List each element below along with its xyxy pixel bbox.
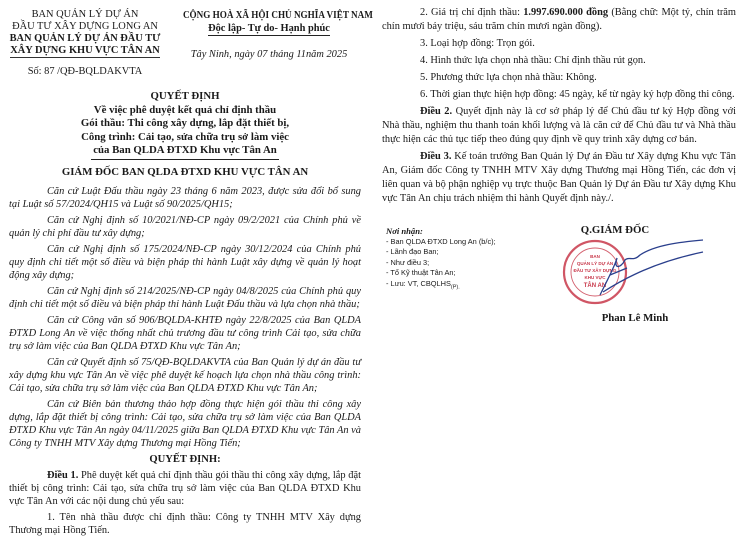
recipients [386, 226, 546, 292]
legal-basis: Căn cứ Nghị định số 10/2021/NĐ-CP ngày 09/2/2021 của Chính phủ về quản lý chi phí đầu tư xây dựng; [9, 215, 361, 239]
agency-line-4: XÂY DỰNG KHU VỰC TÂN AN [10, 45, 160, 56]
signer-name: Phan Lê Minh [601, 312, 669, 324]
article-3-label: Điều 3. [420, 151, 452, 162]
legal-basis: Căn cứ Công văn số 906/BQLDA-KHTĐ ngày 22/8/2025 của Ban QLDA ĐTXD Long An về việc thống nhất chủ trương đầu tư công trình Cải tạo, sửa chữa trụ sở làm việc của Ban QLDA ĐTXD Khu vực Tân An; [9, 315, 361, 352]
legal-basis: Căn cứ Quyết định số 75/QĐ-BQLDAKVTA của Ban Quản lý dự án đầu tư xây dựng khu vực Tân An về việc phê duyệt kế hoạch lựa chọn nhà thầu công trình: Cải tạo, sửa chữa trụ sở làm việc của Ban QLDA ĐTXD Khu vực Tân An; [9, 357, 361, 394]
page-right [370, 0, 739, 544]
agency-line-1: BAN QUẢN LÝ DỰ ÁN [31, 9, 139, 20]
recipient-item: - Lãnh đạo Ban; [386, 247, 439, 256]
document-number: Số: 87 /QĐ-BQLDAKVTA [27, 66, 143, 77]
article-1-item-5: 5. Phương thức lựa chọn nhà thầu: Không. [420, 72, 597, 83]
article-1-item-1: 1. Tên nhà thầu được chỉ định thầu: Công ty TNHH MTV Xây dựng Thương mại Hồng Tiến. [9, 512, 361, 536]
contract-value-words: (Bằng chữ: Một tỷ, chín trăm chín mươi bảy triệu, sáu trăm chín mươi ngàn đồng). [382, 7, 736, 32]
nation-title: CỘNG HOÀ XÃ HỘI CHỦ NGHĨA VIỆT NAM [182, 10, 373, 21]
article-2-label: Điều 2. [420, 106, 453, 117]
agency-line-3: BAN QUẢN LÝ DỰ ÁN ĐẦU TƯ [9, 33, 161, 44]
legal-basis: Căn cứ Luật Đấu thầu ngày 23 tháng 6 năm 2023, được sửa đổi bổ sung tại Luật số 57/2024/QH15 và Luật số 90/2025/QH15; [9, 186, 361, 210]
svg-text:QUẢN LÝ DỰ ÁN: QUẢN LÝ DỰ ÁN [576, 261, 614, 266]
legal-basis: Căn cứ Biên bản thương thảo hợp đồng thực hiện gói thầu thi công xây dựng, lắp đặt thiết bị công trình: Cải tạo, sửa chữa trụ sở làm việc của Ban QLDA ĐTXD Khu vực Tân An ngày 04/11/2025 giữa Ban QLDA ĐTXD Khu vực Tân An và Công ty TNHH MTV Xây dựng Thương mại Hồng Tiến; [9, 399, 361, 449]
subject-line-3: Công trình: Cải tạo, sửa chữa trụ sở làm việc [81, 130, 289, 143]
article-2-text: Quyết định này là cơ sở pháp lý để Chủ đầu tư ký Hợp đồng với Nhà thầu, nghiệm thu thanh toán khối lượng và là căn cứ để Chủ đầu tư và Nhà thầu thực hiện các thủ tục tiếp theo đúng quy định về quy trình xây dựng cơ bản. [382, 106, 736, 145]
signer-title: Q.GIÁM ĐỐC [580, 224, 650, 236]
article-1 [9, 469, 361, 508]
recipient-item: - Lưu: VT, $CBQLHS_{(P).}$ [386, 278, 460, 290]
motto: Độc lập- Tự do- Hạnh phúc [208, 23, 330, 34]
recipient-item: - Ban QLDA ĐTXD Long An (b/c); [386, 236, 496, 246]
legal-bases [9, 185, 361, 540]
svg-text:KHU VỰC: KHU VỰC [584, 275, 606, 280]
issuing-agency [4, 9, 166, 58]
decision-title-block [0, 90, 370, 160]
article-2 [382, 105, 736, 147]
article-1-continued [382, 6, 736, 209]
decision-subheading: QUYẾT ĐỊNH: [149, 454, 221, 465]
article-1-item-2 [382, 6, 736, 34]
authority-line: GIÁM ĐỐC BAN QLDA ĐTXD KHU VỰC TÂN AN [61, 166, 309, 178]
svg-text:ĐẦU TƯ XÂY DỰNG: ĐẦU TƯ XÂY DỰNG [573, 268, 617, 273]
article-3-text: Kế toán trưởng Ban Quản lý Dự án Đầu tư Xây dựng Khu vực Tân An, Giám đốc Công ty TNHH MTV Xây dựng Thương mại Hồng Tiến, các đơn vị liên quan và bộ phận nghiệp vụ trực thuộc Ban Quản lý Dự án Đầu tư Xây dựng Khu vực Tân An chịu trách nhiệm thi hành Quyết định này./. [382, 151, 736, 204]
legal-basis: Căn cứ Nghị định số 214/2025/NĐ-CP ngày 04/8/2025 của Chính phủ quy định chi tiết một số điều và biện pháp thi hành Luật Đấu thầu và lựa chọn nhà thầu; [9, 286, 361, 310]
recipient-item: - Tổ Kỹ thuật Tân An; [386, 268, 456, 277]
place-date: Tây Ninh, ngày 07 tháng 11năm 2025 [190, 49, 348, 60]
svg-text:BAN: BAN [590, 254, 600, 259]
article-1-label: Điều 1. [47, 470, 79, 481]
subject-line-1: Về việc phê duyệt kết quả chỉ định thầu [93, 103, 277, 116]
official-stamp-and-signature [555, 238, 705, 310]
subject-line-2: Gói thầu: Thi công xây dựng, lắp đặt thiết bị, [80, 117, 290, 129]
agency-line-2: ĐẦU TƯ XÂY DỰNG LONG AN [12, 21, 158, 32]
article-1-item-6: 6. Thời gian thực hiện hợp đồng: 45 ngày, kể từ ngày ký hợp đồng thi công. [420, 89, 735, 100]
recipient-item: - Như điều 3; [386, 257, 430, 267]
legal-basis: Căn cứ Nghị định số 175/2024/NĐ-CP ngày 30/12/2024 của Chính phủ quy định chi tiết một số điều và biện pháp thi hành Luật xây dựng về quản lý hoạt động xây dựng; [9, 244, 361, 281]
article-1-text: Phê duyệt kết quả chỉ định thầu gói thầu thi công xây dựng, lắp đặt thiết bị công trình: Cải tạo, sửa chữa trụ sở làm việc của Ban QLDA ĐTXD Khu vực Tân An với các nội dung chủ yếu sau: [9, 470, 361, 507]
item-2-label: 2. Giá trị chỉ định thầu: [420, 7, 524, 18]
contract-value: 1.997.690.000 đồng [523, 7, 609, 18]
svg-text:TÂN AN: TÂN AN [583, 283, 607, 289]
article-3 [382, 150, 736, 206]
article-1-item-3: 3. Loại hợp đồng: Trọn gói. [420, 38, 535, 49]
recipients-label: Nơi nhận: [386, 226, 423, 236]
article-1-item-4: 4. Hình thức lựa chọn nhà thầu: Chỉ định thầu rút gọn. [420, 55, 646, 66]
decision-heading: QUYẾT ĐỊNH [150, 90, 220, 102]
subject-line-4: của Ban QLDA ĐTXD Khu vực Tân An [91, 144, 279, 160]
